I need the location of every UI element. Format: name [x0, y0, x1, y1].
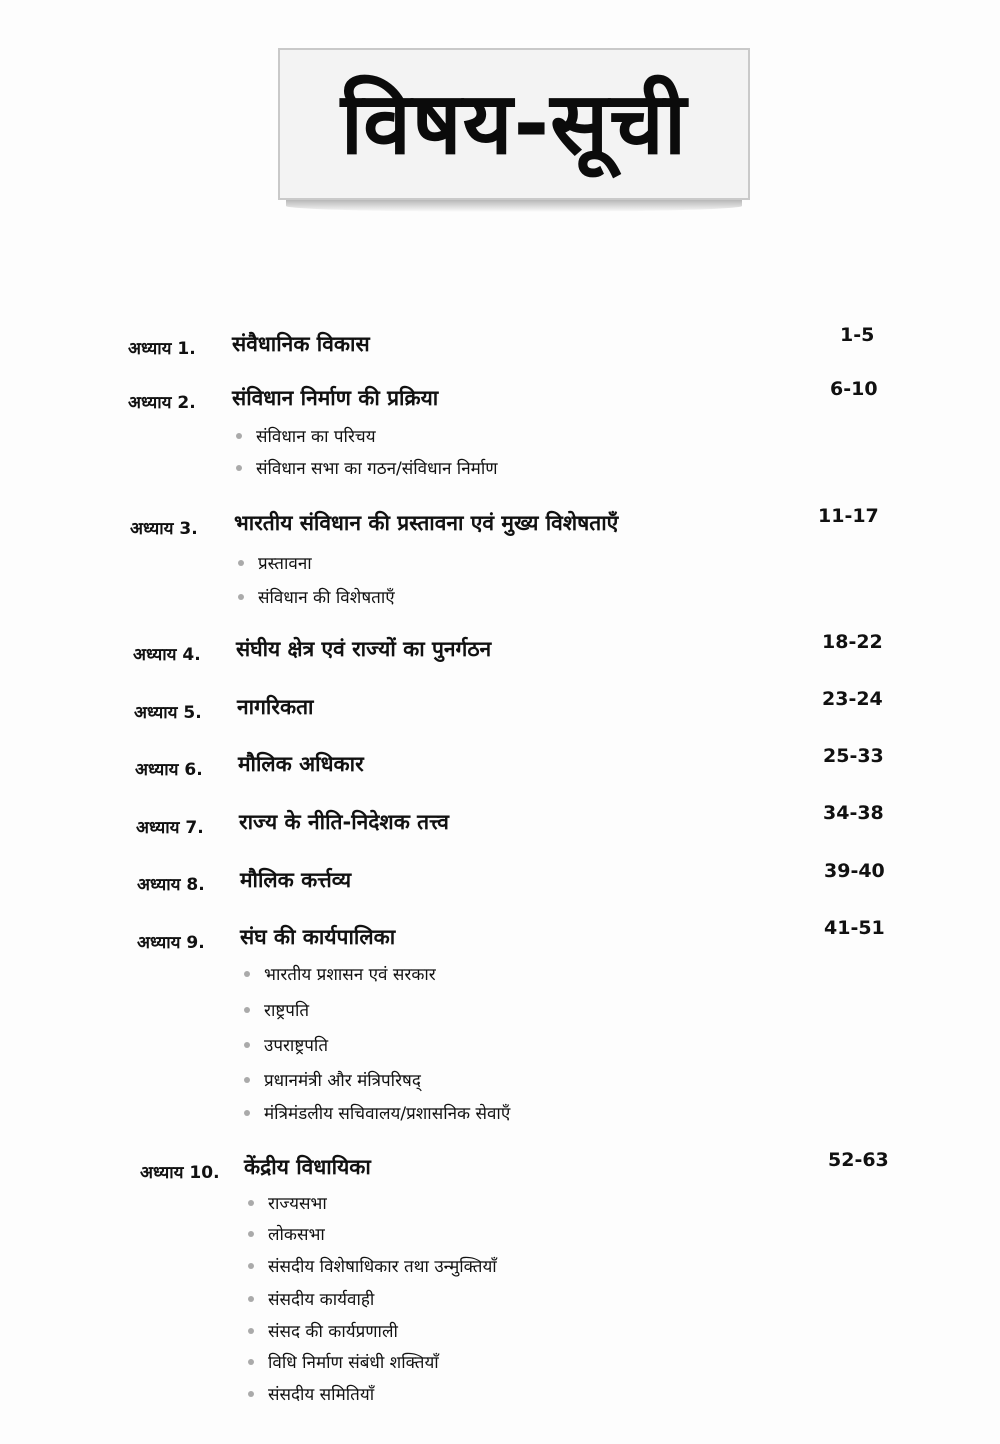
chapter-7-title: राज्य के नीति-निदेशक तत्त्व — [239, 810, 449, 834]
bullet-icon — [244, 1007, 250, 1013]
title-box — [278, 48, 750, 200]
chapter-1-prefix: अध्याय 1. — [128, 339, 196, 359]
bullet-icon — [248, 1359, 254, 1365]
chapter-5-prefix: अध्याय 5. — [134, 703, 202, 723]
bullet-icon — [244, 1110, 250, 1116]
bullet-icon — [244, 1077, 250, 1083]
list-item: संसदीय कार्यवाही — [248, 1287, 374, 1310]
chapter-6-prefix: अध्याय 6. — [135, 760, 203, 780]
chapter-3-title: भारतीय संविधान की प्रस्तावना एवं मुख्य विशेषताएँ — [234, 511, 619, 535]
chapter-8-pages: 39-40 — [824, 860, 885, 882]
bullet-icon — [244, 971, 250, 977]
bullet-icon — [248, 1296, 254, 1302]
chapter-6-title: मौलिक अधिकार — [238, 752, 364, 776]
chapter-5-pages: 23-24 — [822, 688, 883, 710]
bullet-icon — [248, 1391, 254, 1397]
bullet-icon — [248, 1263, 254, 1269]
bullet-icon — [236, 433, 242, 439]
list-item: लोकसभा — [248, 1222, 325, 1245]
chapter-10-prefix: अध्याय 10. — [140, 1163, 220, 1183]
list-item: संसदीय समितियाँ — [248, 1382, 374, 1405]
chapter-2-title: संविधान निर्माण की प्रक्रिया — [232, 386, 439, 410]
bullet-icon — [244, 1042, 250, 1048]
chapter-4-title: संघीय क्षेत्र एवं राज्यों का पुनर्गठन — [236, 637, 492, 661]
bullet-icon — [248, 1328, 254, 1334]
list-item: राज्यसभा — [248, 1191, 327, 1214]
bullet-icon — [238, 560, 244, 566]
list-item: संसदीय विशेषाधिकार तथा उन्मुक्तियाँ — [248, 1254, 497, 1277]
chapter-1-title: संवैधानिक विकास — [232, 332, 370, 356]
chapter-8-prefix: अध्याय 8. — [137, 875, 205, 895]
bullet-icon — [248, 1231, 254, 1237]
chapter-2-prefix: अध्याय 2. — [128, 393, 196, 413]
chapter-5-title: नागरिकता — [237, 695, 314, 719]
list-item: राष्ट्रपति — [244, 998, 309, 1021]
list-item: उपराष्ट्रपति — [244, 1033, 328, 1056]
list-item: मंत्रिमंडलीय सचिवालय/प्रशासनिक सेवाएँ — [244, 1101, 510, 1124]
chapter-7-prefix: अध्याय 7. — [136, 818, 204, 838]
chapter-9-prefix: अध्याय 9. — [137, 933, 205, 953]
page-title: विषय-सूची — [340, 74, 688, 174]
list-item: संविधान का परिचय — [236, 424, 376, 447]
bullet-icon — [248, 1200, 254, 1206]
chapter-9-title: संघ की कार्यपालिका — [240, 925, 396, 949]
list-item: विधि निर्माण संबंधी शक्तियाँ — [248, 1350, 439, 1373]
list-item: संविधान सभा का गठन/संविधान निर्माण — [236, 456, 498, 479]
chapter-7-pages: 34-38 — [823, 802, 884, 824]
chapter-8-title: मौलिक कर्त्तव्य — [240, 868, 352, 892]
list-item: प्रधानमंत्री और मंत्रिपरिषद् — [244, 1068, 421, 1091]
list-item: संसद की कार्यप्रणाली — [248, 1319, 398, 1342]
chapter-3-prefix: अध्याय 3. — [130, 519, 198, 539]
chapter-3-pages: 11-17 — [818, 505, 879, 527]
list-item: संविधान की विशेषताएँ — [238, 585, 395, 608]
chapter-10-title: केंद्रीय विधायिका — [244, 1155, 371, 1179]
chapter-4-pages: 18-22 — [822, 631, 883, 653]
bullet-icon — [236, 465, 242, 471]
chapter-6-pages: 25-33 — [823, 745, 884, 767]
list-item: प्रस्तावना — [238, 551, 312, 574]
chapter-9-pages: 41-51 — [824, 917, 885, 939]
title-shadow — [286, 200, 742, 212]
chapter-10-pages: 52-63 — [828, 1149, 889, 1171]
bullet-icon — [238, 594, 244, 600]
chapter-2-pages: 6-10 — [830, 378, 878, 400]
chapter-4-prefix: अध्याय 4. — [133, 645, 201, 665]
list-item: भारतीय प्रशासन एवं सरकार — [244, 962, 436, 985]
chapter-1-pages: 1-5 — [840, 324, 875, 346]
